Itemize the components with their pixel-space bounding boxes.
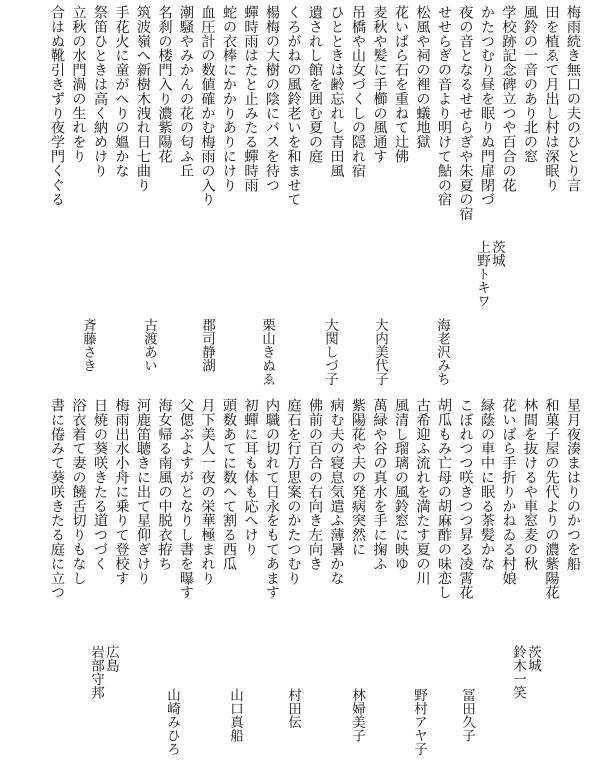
haiku-line: 紫陽花や夫の発病突然に [350,398,366,557]
haiku-line: せせらぎの音より明けて鮎の宿 [436,5,452,207]
author-place: 広島 [103,645,119,672]
haiku-line: こぼれつつ咲きつつ昇る凌霄花 [457,398,474,600]
haiku-line: 吊橋や山女づくしの隠れ宿 [350,5,366,178]
author-credit [372,318,387,386]
author-credit [322,318,337,386]
author-credit [434,318,449,386]
haiku-line: 内職の切れて日永をもてあます [264,398,280,600]
author-credit [474,240,504,308]
haiku-line: 父偲ぶよすがとなりし書を曝す [178,398,194,600]
haiku-line: 楊梅の大樹の陰にバスを待つ [264,5,280,193]
haiku-line: 萬緑や谷の真水を手に掬ふ [371,398,388,571]
haiku-line: くろがねの風鈴老いを和ませて [285,5,302,207]
author-name: 鈴木一笑 [510,645,526,699]
haiku-line: 祭笛ひときは高く納めけり [92,5,108,178]
haiku-line: 河鹿笛聴きに出て星仰ぎけり [135,398,151,586]
haiku-line: 庭石を行方思案のかたつむり [285,398,302,586]
haiku-line: 梅雨続き無口の夫のひとり言 [565,5,581,193]
author-credit [411,688,426,756]
author-name: 栗山きぬゑ [259,318,275,386]
haiku-column-top [46,5,584,221]
author-name: 斉藤さき [80,318,96,372]
haiku-line: 松風や祠の裡の蟻地獄 [414,5,431,149]
haiku-line: 名刹の楼門入り濃紫陽花 [156,5,173,164]
haiku-line: 蛇の衣棒にかかりありにけり [221,5,237,193]
author-place: 茨城 [489,240,505,267]
author-credit [141,318,156,372]
haiku-line: 月下美人一夜の栄華極まれり [199,398,216,586]
haiku-line: 浴衣着て妻の饒舌切りもなし [70,398,87,586]
haiku-line: かたつむり昼を眠りぬ門扉閉づ [479,5,495,207]
haiku-line: 風鈴の一音のあり北の窓 [522,5,538,164]
author-credit [349,688,364,742]
haiku-line: 夜の音となるせせらぎや朱夏の宿 [457,5,474,221]
haiku-column-bottom [46,398,584,600]
haiku-line: ひとときは齢忘れし青田風 [328,5,345,178]
author-name: 古渡あい [141,318,157,372]
haiku-line: 星月夜湊まはりのかつを船 [565,398,581,571]
haiku-line: 胡瓜もみ亡母の胡麻酢の味恋し [436,398,452,600]
author-name: 大関しづ子 [322,318,338,386]
haiku-line: 風清し瑠璃の風鈴窓に映ゆ [393,398,409,571]
author-name: 岩部守邦 [88,645,104,699]
author-credit [285,688,300,729]
haiku-line: 書に倦みて葵咲きたる庭に立つ [49,398,65,600]
author-credit [199,318,214,372]
haiku-line: 筑波嶺へ新樹木洩れ日七曲り [135,5,151,193]
haiku-line: 佛前の百合の右向き左向き [307,398,323,571]
haiku-line: 緑蔭の車中に眠る茶髪かな [479,398,495,571]
haiku-line: 立秋の水門渦の生れをり [70,5,87,164]
haiku-line: 梅雨出水小舟に乗りて登校す [113,398,130,586]
author-credit [164,688,179,756]
author-credit [80,318,95,372]
author-name: 海老沢みち [434,318,450,386]
author-credit [88,645,118,699]
haiku-line: 血圧計の数値確かむ梅雨の入り [199,5,216,207]
author-name: 村田伝 [285,688,301,729]
author-name: 山崎みひろ [164,688,180,756]
author-name: 野村アヤ子 [411,688,427,756]
haiku-line: 手花火に童がへりの媼かな [113,5,130,178]
haiku-line: 日焼の葵咲きたる道つづく [92,398,108,571]
haiku-line: 花いばら石を重ねて辻佛 [393,5,409,164]
haiku-line: 麦秋や髪に手櫛の風通す [371,5,388,164]
haiku-line: 林間を抜けるや車窓麦の秋 [522,398,538,571]
author-credit [459,688,474,742]
haiku-line: 古希迎ふ流れを満たす夏の川 [414,398,431,586]
haiku-line: 学校跡記念碑立つや百合の花 [500,5,517,193]
haiku-line: 合はぬ靴引きずり夜学門くぐる [49,5,65,207]
author-credit [227,688,242,742]
author-name: 林婦美子 [349,688,365,742]
haiku-line: 花いばら手折りかねゐる村娘 [500,398,517,586]
haiku-line: 潮騒やみかんの花の匂ふ丘 [178,5,194,178]
haiku-line: 蟬時雨はたと止みたる蟬時雨 [242,5,259,193]
haiku-line: 田を植ゑて月出し村は深眠り [543,5,560,193]
author-name: 冨田久子 [459,688,475,742]
author-name: 山口真船 [227,688,243,742]
haiku-line: 病む夫の寝息気遣ふ薄暑かな [328,398,345,586]
haiku-line: 和菓子屋の先代よりの濃紫陽花 [543,398,560,600]
haiku-line: 海女帰る南風の中脱衣拵ち [156,398,173,571]
author-credit [510,645,540,699]
author-name: 上野トキワ [474,240,490,308]
author-place: 茨城 [525,645,541,672]
author-name: 郡司静湖 [199,318,215,372]
author-name: 大内美代子 [372,318,388,386]
haiku-line: 頭数あてに数へて割る西瓜 [221,398,237,571]
haiku-line: 遺されし館を囲む夏の庭 [307,5,323,164]
author-credit [259,318,274,386]
haiku-line: 初蟬に耳も体も応へけり [242,398,259,557]
